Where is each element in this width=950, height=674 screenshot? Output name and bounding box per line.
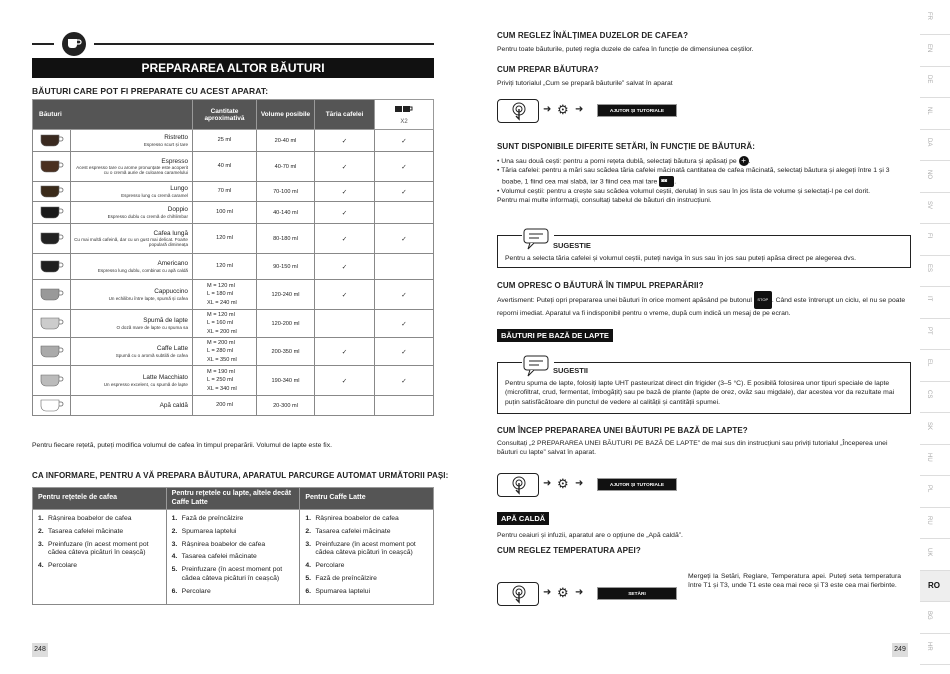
steps-table <box>32 487 434 605</box>
step-item: 4. Tasarea cafelei măcinate <box>171 553 257 561</box>
drink-x2: ✓ <box>375 280 434 310</box>
bullet-strength: • Tăria cafelei: pentru a mări sau scădea tăria cafelei măcinată cantitatea de cafea măcinată, selectați băutura și alegeți între 1 și 3 boabe, 1 fiind cea mai slabă, iar 3 fiind cea mai tare ◙◙ . <box>497 167 890 185</box>
drink-name: Americano <box>157 260 188 268</box>
cup-icon <box>38 343 66 359</box>
table-row <box>33 224 434 254</box>
table-row <box>33 202 434 224</box>
language-tab-bg[interactable]: BG <box>920 603 950 634</box>
language-tab-es[interactable]: ES <box>920 256 950 287</box>
speech-bubble-icon <box>522 354 554 376</box>
language-tab-ru[interactable]: RU <box>920 508 950 539</box>
language-tabs <box>920 0 950 674</box>
step-item: 1. Râșnirea boabelor de cafea <box>305 515 399 522</box>
hot-water-bar: APĂ CALDĂ <box>497 512 549 525</box>
col-qty: Cantitate aproximativă <box>193 100 257 130</box>
drink-x2: ✓ <box>375 152 434 182</box>
header-rule-left <box>32 43 54 45</box>
language-tab-el[interactable]: EL <box>920 351 950 382</box>
drink-strength: ✓ <box>315 366 375 396</box>
drink-strength: ✓ <box>315 202 375 224</box>
col-drinks: Băuturi <box>33 100 193 130</box>
cup-icon <box>38 315 66 331</box>
drink-name: Latte Macchiato <box>142 374 188 382</box>
tutorial-sequence-2 <box>497 473 677 497</box>
drink-name: Spumă de lapte <box>143 317 188 325</box>
step-item: 3. Preinfuzare (în acest moment pot cădea câteva picături în ceașcă) <box>38 540 149 557</box>
text-stop: Avertisment: Puteți opri prepararea unei băuturi în orice moment apăsând pe butonul STOP . Când este întrerupt un ciclu, el nu se poate reporni imediat. Aparatul va fi indisponibil pentru o vreme, după cum indică un mesaj de pe ecran. <box>497 291 909 318</box>
cup-icon <box>38 286 66 302</box>
step-item: 2. Tasarea cafelei măcinate <box>38 527 124 535</box>
arrow-right-icon: ➜ <box>543 478 552 489</box>
step-item: 5. Fază de preîncălzire <box>305 575 377 583</box>
language-tab-hu[interactable]: HU <box>920 445 950 476</box>
suggestion-body-1: Pentru a selecta tăria cafelei și volumul ceștii, puteți naviga în sus sau în jos sau puteți apăsa direct pe alegerea dvs. <box>505 255 856 262</box>
drink-vol: 190-340 ml <box>257 366 315 396</box>
arrow-right-icon: ➜ <box>543 587 552 598</box>
drink-strength: ✓ <box>315 280 375 310</box>
gear-icon: ⚙ <box>557 102 569 117</box>
table-row <box>33 338 434 366</box>
table-row <box>33 254 434 280</box>
language-tab-pl[interactable]: PL <box>920 477 950 508</box>
drink-description: Un espresso excelent, cu spumă de lapte <box>103 381 188 387</box>
volume-note: Pentru fiecare rețetă, puteți modifica volumul de cafea în timpul preparării. Volumul de lapte este fix. <box>32 442 332 449</box>
settings-button[interactable]: SETĂRI <box>597 587 677 600</box>
cup-icon <box>38 397 66 413</box>
drink-vol: 40-140 ml <box>257 202 315 224</box>
cup-icon <box>38 258 66 274</box>
coffee-cup-icon <box>62 32 86 56</box>
help-tutorials-button[interactable]: AJUTOR ȘI TUTORIALE <box>597 478 677 491</box>
arrow-right-icon: ➜ <box>575 104 584 115</box>
drink-x2 <box>375 396 434 416</box>
language-tab-no[interactable]: NO <box>920 162 950 193</box>
header-rule-right <box>94 43 434 45</box>
suggestion-title-1: SUGESTIE <box>553 241 591 250</box>
language-tab-fi[interactable]: FI <box>920 225 950 256</box>
steps-column <box>300 510 434 605</box>
stop-button-icon: STOP <box>754 291 772 309</box>
step-item: 2. Tasarea cafelei măcinate <box>305 527 391 535</box>
drink-description: Espresso dublu cu cremă de chihlimbar <box>107 213 188 219</box>
drink-name: Lungo <box>170 185 188 193</box>
heading-settings: SUNT DISPONIBILE DIFERITE SETĂRI, ÎN FUNCȚIE DE BĂUTURĂ: <box>497 142 756 151</box>
table-row <box>33 366 434 396</box>
text-temperature: Mergeți la Setări, Reglare, Temperatura apei. Puteți seta temperatura între T1 și T3, unde T1 este cea mai rece și T3 este cea mai fierbinte. <box>688 573 901 590</box>
language-tab-ro[interactable]: RO <box>920 571 950 602</box>
arrow-right-icon: ➜ <box>575 587 584 598</box>
drink-strength: ✓ <box>315 152 375 182</box>
bullet-volume: • Volumul ceștii: pentru a crește sau scădea volumul ceștii, derulați în sus sau în jos lista de volume și selectați-l pe cel dorit. <box>497 187 870 195</box>
drink-strength: ✓ <box>315 182 375 202</box>
drink-description: O dozã mare de lapte cu spuma sa <box>116 324 188 330</box>
cup-icon <box>38 158 66 174</box>
drink-strength: ✓ <box>315 224 375 254</box>
suggestion-title-2: SUGESTII <box>553 366 589 375</box>
language-tab-pt[interactable]: PT <box>920 319 950 350</box>
drink-quantity: 120 ml <box>193 254 257 280</box>
drinks-subtitle: BĂUTURI CARE POT FI PREPARATE CU ACEST APARAT: <box>32 86 269 96</box>
drink-x2: ✓ <box>375 366 434 396</box>
language-tab-de[interactable]: DE <box>920 67 950 98</box>
drink-quantity: 100 ml <box>193 202 257 224</box>
drink-description: Cu mai multă cafeină, dar cu un gust mai delicat. Foarte populară dimineața <box>74 236 188 248</box>
more-info: Pentru mai multe informații, consultați tabelul de băuturi din instrucțiuni. <box>497 196 712 204</box>
table-row <box>33 130 434 152</box>
drink-description: Un echilibru între lapte, spumă și cafea <box>108 295 188 301</box>
speech-bubble-icon <box>522 227 554 249</box>
help-tutorials-button[interactable]: AJUTOR ȘI TUTORIALE <box>597 104 677 117</box>
drink-vol: 200-350 ml <box>257 338 315 366</box>
double-cup-icon <box>394 105 414 117</box>
cup-icon <box>38 132 66 148</box>
drink-vol: 70-100 ml <box>257 182 315 202</box>
double-cup-button-icon: ◙◙ <box>659 176 674 187</box>
step-item: 2. Spumarea laptelui <box>171 527 237 535</box>
drink-quantity: 70 ml <box>193 182 257 202</box>
language-tab-cs[interactable]: CS <box>920 382 950 413</box>
text-nozzle: Pentru toate băuturile, puteți regla duzele de cafea în funcție de dimensiunea ceștilor. <box>497 46 754 53</box>
language-tab-fr[interactable]: FR <box>920 4 950 35</box>
left-page <box>0 0 470 674</box>
suggestion-box-1 <box>497 235 911 268</box>
text-prepare: Priviți tutorialul „Cum se prepară băuturile” salvat în aparat <box>497 80 673 87</box>
language-tab-en[interactable]: EN <box>920 36 950 67</box>
drink-quantity: M = 120 ml L = 160 ml XL = 200 ml <box>193 310 257 338</box>
step-item: 4. Percolare <box>305 562 345 570</box>
drink-x2: ✓ <box>375 182 434 202</box>
heading-start-milk: CUM ÎNCEP PREPARAREA UNEI BĂUTURI PE BAZĂ DE LAPTE? <box>497 426 748 435</box>
table-row <box>33 182 434 202</box>
drink-description: Espresso lung cu cremă caramel <box>121 192 188 198</box>
drink-strength: ✓ <box>315 254 375 280</box>
cup-icon <box>38 183 66 199</box>
gear-icon: ⚙ <box>557 476 569 491</box>
steps-col-milk: Pentru rețetele cu lapte, altele decât Caffe Latte <box>166 488 300 510</box>
tutorial-sequence-1 <box>497 99 677 123</box>
drink-x2: ✓ <box>375 338 434 366</box>
drink-x2: ✓ <box>375 224 434 254</box>
step-item: 6. Percolare <box>171 587 211 595</box>
text-start-milk: Consultați „2 PREPARAREA UNEI BĂUTURI PE BAZĂ DE LAPTE” de mai sus din instrucțiuni sau priviți tutorialul „Începerea unei băuturi cu lapte” salvat în aparat. <box>497 440 888 457</box>
drink-quantity: 25 ml <box>193 130 257 152</box>
language-tab-it[interactable]: IT <box>920 288 950 319</box>
steps-column <box>166 510 300 605</box>
step-item: 3. Râșnirea boabelor de cafea <box>171 540 266 548</box>
language-tab-sk[interactable]: SK <box>920 414 950 445</box>
right-page <box>475 0 950 674</box>
drink-quantity: 40 ml <box>193 152 257 182</box>
drink-description: Espresso lung dublu, combinat cu apă caldă <box>97 267 188 273</box>
arrow-right-icon: ➜ <box>575 478 584 489</box>
language-tab-hr[interactable]: HR <box>920 634 950 665</box>
table-row <box>33 152 434 182</box>
drink-vol: 20-300 ml <box>257 396 315 416</box>
drink-quantity: M = 190 ml L = 250 ml XL = 340 ml <box>193 366 257 396</box>
drink-quantity: M = 200 ml L = 280 ml XL = 350 ml <box>193 338 257 366</box>
drink-vol: 40-70 ml <box>257 152 315 182</box>
drink-x2: ✓ <box>375 310 434 338</box>
drink-name: Caffe Latte <box>156 345 188 353</box>
drink-x2: ✓ <box>375 130 434 152</box>
drink-strength: ✓ <box>315 130 375 152</box>
drink-name: Doppio <box>167 206 188 214</box>
page-number-right: 249 <box>892 643 908 657</box>
drink-vol: 90-150 ml <box>257 254 315 280</box>
steps-column <box>33 510 167 605</box>
language-tab-nl[interactable]: NL <box>920 99 950 130</box>
plus-button-icon: + <box>739 156 749 166</box>
drink-description: Spumă cu o aromă subtilă de cafea <box>115 352 188 358</box>
language-tab-da[interactable]: DA <box>920 130 950 161</box>
gear-icon: ⚙ <box>557 585 569 600</box>
touch-screen-icon <box>497 473 539 497</box>
heading-nozzle: CUM REGLEZ ÎNĂLȚIMEA DUZELOR DE CAFEA? <box>497 31 689 40</box>
drink-vol: 120-200 ml <box>257 310 315 338</box>
col-x2: X2 <box>375 100 434 130</box>
drink-name: Espresso <box>161 157 188 165</box>
table-row <box>33 396 434 416</box>
drink-vol: 120-240 ml <box>257 280 315 310</box>
step-item: 4. Percolare <box>38 562 78 570</box>
cup-icon <box>38 372 66 388</box>
settings-sequence <box>497 582 677 606</box>
drink-quantity: 120 ml <box>193 224 257 254</box>
drink-strength: ✓ <box>315 338 375 366</box>
drink-name: Ristretto <box>164 134 188 142</box>
drink-quantity: 200 ml <box>193 396 257 416</box>
drink-description: Espresso scurt și tare <box>143 141 188 147</box>
step-item: 3. Preinfuzare (în acest moment pot cădea câteva picături în ceașcă) <box>305 540 416 557</box>
page-number-left: 248 <box>32 643 48 657</box>
language-tab-uk[interactable]: UK <box>920 540 950 571</box>
table-row <box>33 310 434 338</box>
drink-strength <box>315 310 375 338</box>
step-item: 6. Spumarea laptelui <box>305 587 371 595</box>
settings-list <box>497 156 909 205</box>
drinks-table <box>32 99 434 416</box>
step-item: 1. Râșnirea boabelor de cafea <box>38 515 132 522</box>
drink-name: Apă caldă <box>159 401 188 409</box>
drink-vol: 80-180 ml <box>257 224 315 254</box>
language-tab-sv[interactable]: SV <box>920 193 950 224</box>
text-hot-water: Pentru ceaiuri și infuzii, aparatul are o opțiune de „Apă caldă”. <box>497 532 683 539</box>
bullet-cups: • Una sau două cești: pentru a porni rețeta dublă, selectați băutura și apăsați pe + . <box>497 156 751 165</box>
drink-name: Cafea lungă <box>153 229 188 237</box>
touch-screen-icon <box>497 582 539 606</box>
suggestion-body-2: Pentru spuma de lapte, folosiți lapte UHT pasteurizat direct din frigider (3–5 °C). E posibilă folosirea unor tipuri speciale de lapte (microfiltrat, crud, fermentat, îmbogățit) sau pe bază de plante (lapte de orez, ovăz sau migdale), dar acestea vor da rezultate mai puțin satisfăcătoare din punctul de vedere al calității și cantității spumei. <box>505 380 895 406</box>
cup-icon <box>38 230 66 246</box>
section-banner: PREPARAREA ALTOR BĂUTURI <box>32 58 434 78</box>
steps-col-coffee: Pentru rețetele de cafea <box>33 488 167 510</box>
suggestion-box-2 <box>497 362 911 414</box>
drink-x2 <box>375 202 434 224</box>
col-vol: Volume posibile <box>257 100 315 130</box>
heading-stop: CUM OPRESC O BĂUTURĂ ÎN TIMPUL PREPARĂRII? <box>497 281 704 290</box>
drink-strength <box>315 396 375 416</box>
table-row <box>33 280 434 310</box>
step-item: 1. Fază de preîncălzire <box>171 515 244 522</box>
drink-description: Acest espresso tare cu arome pronunțate este acoperit cu o cremă aurie de culoarea caramelului <box>76 164 188 176</box>
drink-quantity: M = 120 ml L = 180 ml XL = 240 ml <box>193 280 257 310</box>
drink-name: Cappuccino <box>154 288 188 296</box>
steps-title: CA INFORMARE, PENTRU A VĂ PREPARA BĂUTURA, APARATUL PARCURGE AUTOMAT URMĂTORII PAȘI: <box>32 471 449 480</box>
cup-icon <box>38 204 66 220</box>
drink-vol: 20-40 ml <box>257 130 315 152</box>
drink-x2 <box>375 254 434 280</box>
touch-screen-icon <box>497 99 539 123</box>
heading-temperature: CUM REGLEZ TEMPERATURA APEI? <box>497 546 641 555</box>
milk-drinks-bar: BĂUTURI PE BAZĂ DE LAPTE <box>497 329 613 342</box>
col-strength: Tăria cafelei <box>315 100 375 130</box>
steps-col-latte: Pentru Caffe Latte <box>300 488 434 510</box>
heading-prepare: CUM PREPAR BĂUTURA? <box>497 65 599 74</box>
step-item: 5. Preinfuzare (în acest moment pot cădea câteva picături în ceașcă) <box>171 566 283 583</box>
arrow-right-icon: ➜ <box>543 104 552 115</box>
